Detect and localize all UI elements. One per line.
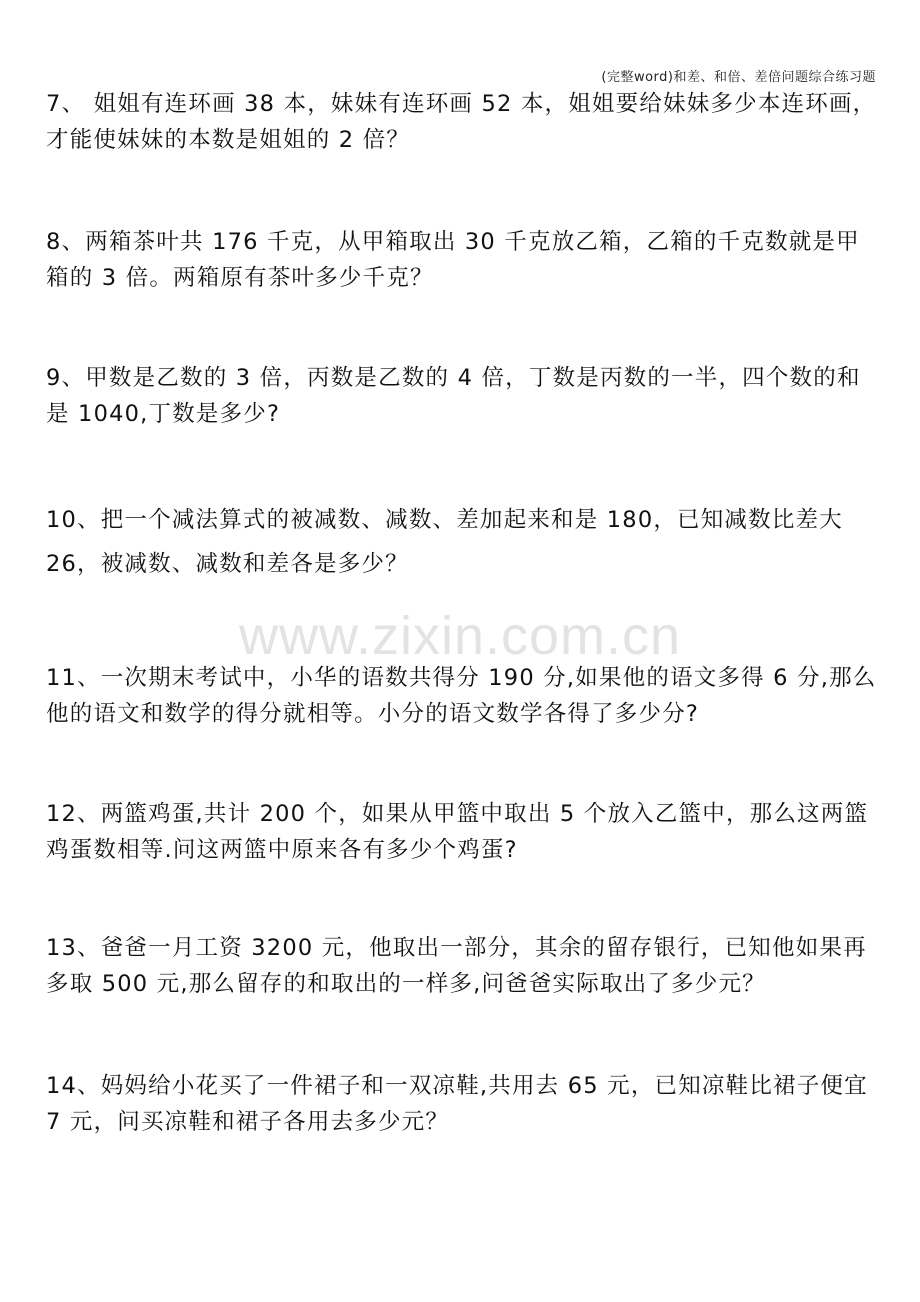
question-9: 9、甲数是乙数的 3 倍，丙数是乙数的 4 倍，丁数是丙数的一半，四个数的和是 1040,丁数是多少? bbox=[46, 365, 861, 427]
question-12: 12、两篮鸡蛋,共计 200 个，如果从甲篮中取出 5 个放入乙篮中，那么这两篮鸡蛋数相等.问这两篮中原来各有多少个鸡蛋? bbox=[46, 801, 869, 863]
question-13: 13、爸爸一月工资 3200 元，他取出一部分，其余的留存银行，已知他如果再多取 500 元,那么留存的和取出的一样多,问爸爸实际取出了多少元？ bbox=[46, 935, 867, 997]
question-14: 14、妈妈给小花买了一件裙子和一双凉鞋,共用去 65 元，已知凉鞋比裙子便宜 7 元，问买凉鞋和裙子各用去多少元？ bbox=[46, 1073, 868, 1135]
page-header: (完整word)和差、和倍、差倍问题综合练习题 bbox=[601, 70, 876, 85]
question-11: 11、一次期末考试中，小华的语数共得分 190 分,如果他的语文多得 6 分,那么他的语文和数学的得分就相等。小分的语文数学各得了多少分? bbox=[46, 665, 877, 727]
question-8: 8、两箱茶叶共 176 千克，从甲箱取出 30 千克放乙箱，乙箱的千克数就是甲箱的 3 倍。两箱原有茶叶多少千克？ bbox=[46, 229, 860, 291]
question-7: 7、 姐姐有连环画 38 本，妹妹有连环画 52 本，姐姐要给妹妹多少本连环画，才能使妹妹的本数是姐姐的 2 倍？ bbox=[46, 91, 877, 153]
watermark: www.zixin.com.cn bbox=[238, 606, 682, 666]
question-10: 10、把一个减法算式的被减数、减数、差加起来和是 180，已知减数比差大 26，被减数、减数和差各是多少？ bbox=[46, 507, 843, 577]
